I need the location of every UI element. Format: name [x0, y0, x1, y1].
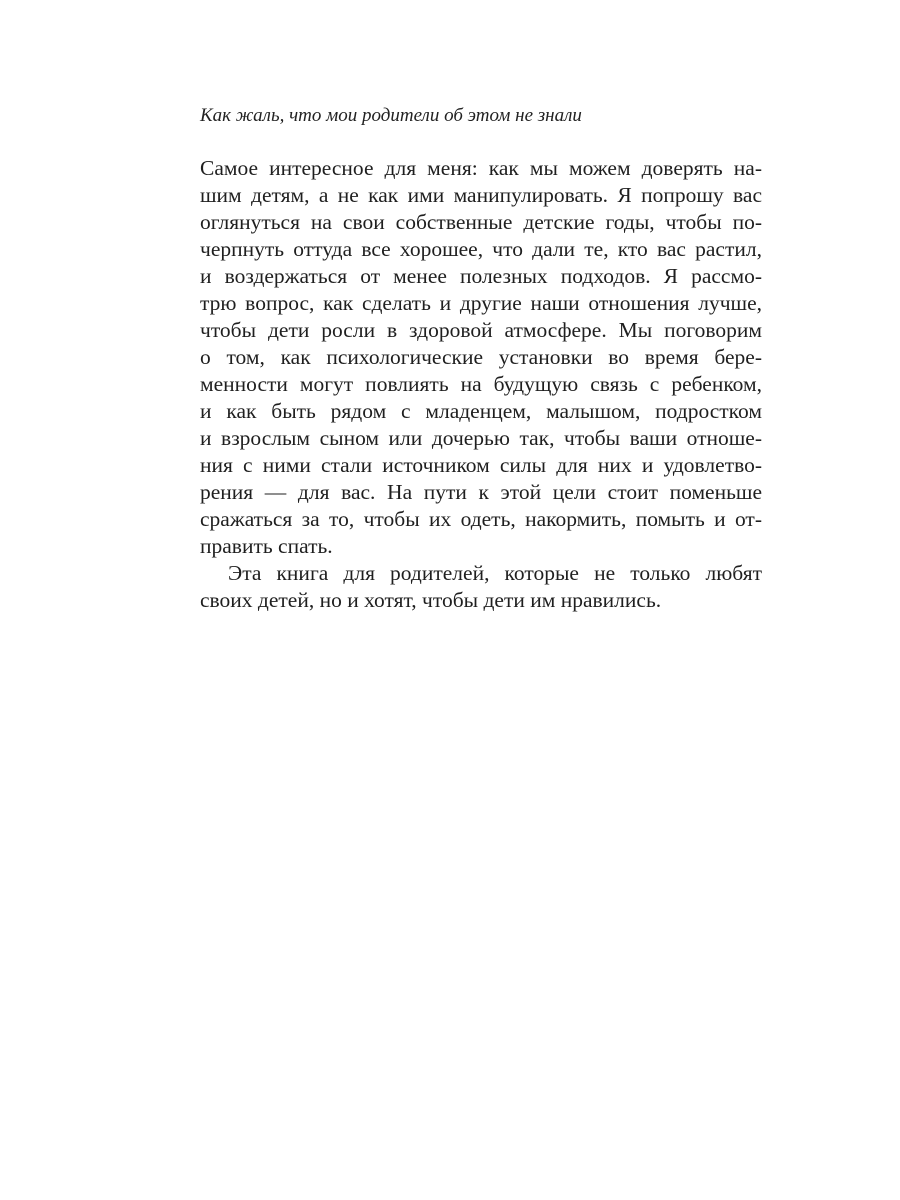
text-line: шим детям, а не как ими манипулировать. Я попрошу вас — [200, 183, 762, 207]
text-line: и воздержаться от менее полезных подходов. Я рассмо- — [200, 264, 762, 288]
text-line: черпнуть оттуда все хорошее, что дали те, кто вас растил, — [200, 237, 762, 261]
running-head: Как жаль, что мои родители об этом не знали — [200, 105, 582, 126]
text-line: и как быть рядом с младенцем, малышом, подростком — [200, 399, 762, 423]
text-line: чтобы дети росли в здоровой атмосфере. Мы поговорим — [200, 318, 762, 342]
text-line: трю вопрос, как сделать и другие наши отношения лучше, — [200, 291, 762, 315]
text-line: Самое интересное для меня: как мы можем доверять на- — [200, 156, 762, 180]
text-line: сражаться за то, чтобы их одеть, накормить, помыть и от- — [200, 507, 762, 531]
text-line: о том, как психологические установки во время бере- — [200, 345, 762, 369]
text-line: править спать. — [200, 534, 333, 558]
text-line: ния с ними стали источником силы для них и удовлетво- — [200, 453, 762, 477]
text-line: своих детей, но и хотят, чтобы дети им нравились. — [200, 588, 662, 612]
text-line: рения — для вас. На пути к этой цели стоит поменьше — [200, 480, 762, 504]
text-line: менности могут повлиять на будущую связь с ребенком, — [200, 372, 762, 396]
text-line: Эта книга для родителей, которые не только любят — [228, 561, 762, 585]
text-line: и взрослым сыном или дочерью так, чтобы ваши отноше- — [200, 426, 762, 450]
body-text — [200, 155, 762, 614]
text-line: оглянуться на свои собственные детские годы, чтобы по- — [200, 210, 762, 234]
